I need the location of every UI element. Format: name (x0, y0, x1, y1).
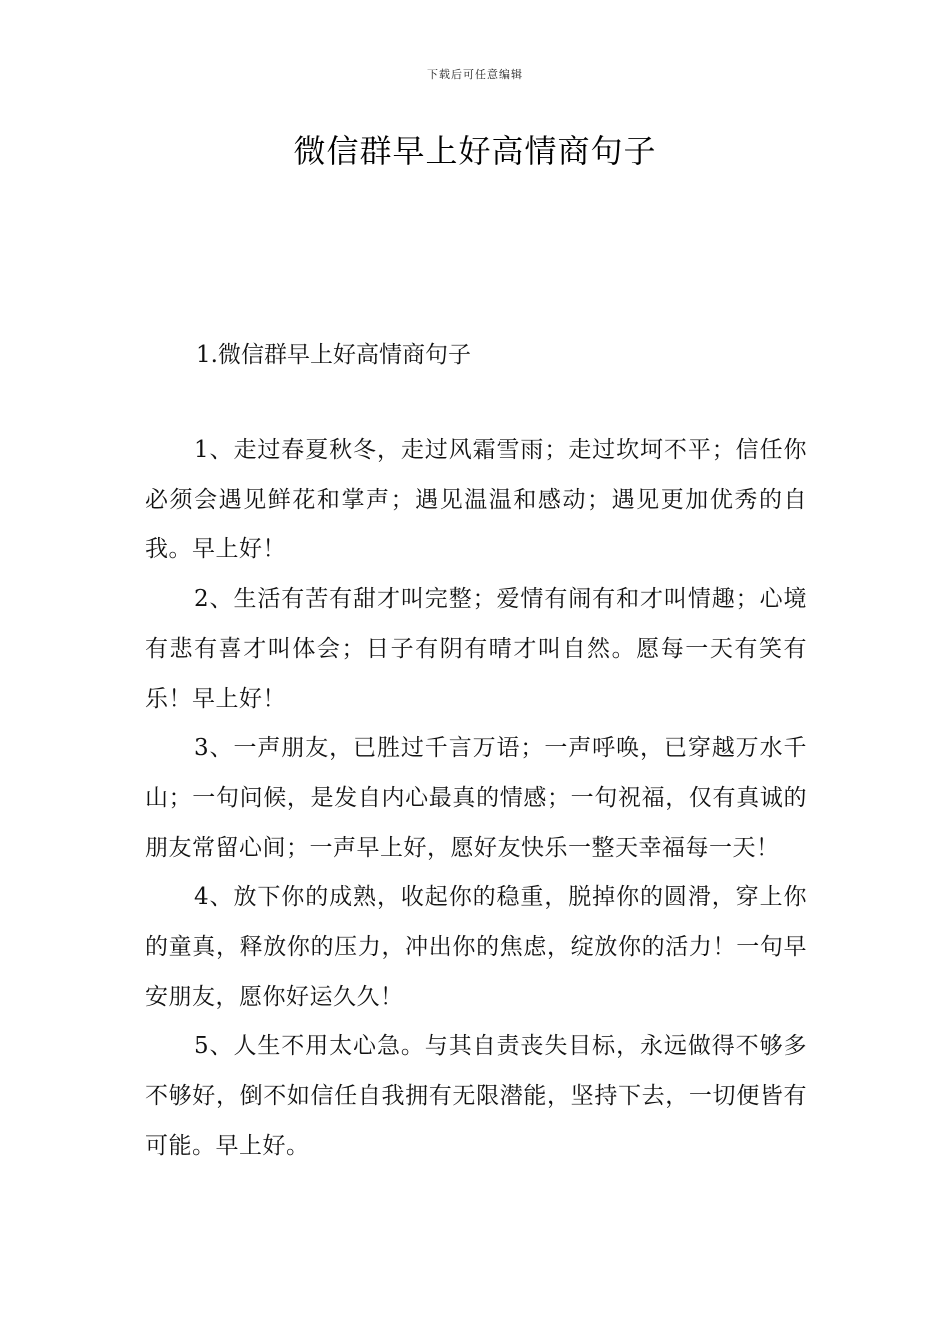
section-heading: 1.微信群早上好高情商句子 (196, 342, 471, 368)
paragraph-1: 1、走过春夏秋冬，走过风霜雪雨；走过坎坷不平；信任你必须会遇见鲜花和掌声；遇见温温和感动；遇见更加优秀的自我。早上好！ (145, 437, 807, 563)
paragraph-5: 5、人生不用太心急。与其自责丧失目标，永远做得不够多不够好，倒不如信任自我拥有无限潜能，坚持下去，一切便皆有可能。早上好。 (145, 1033, 807, 1159)
header-note: 下载后可任意编辑 (427, 68, 523, 81)
document-title: 微信群早上好高情商句子 (293, 132, 657, 170)
paragraph-3: 3、一声朋友，已胜过千言万语；一声呼唤，已穿越万水千山；一句问候，是发自内心最真的情感；一句祝福，仅有真诚的朋友常留心间；一声早上好，愿好友快乐一整天幸福每一天！ (145, 735, 807, 861)
document-body (145, 426, 807, 1172)
paragraph-2: 2、生活有苦有甜才叫完整；爱情有闹有和才叫情趣；心境有悲有喜才叫体会；日子有阴有晴才叫自然。愿每一天有笑有乐！早上好！ (145, 586, 807, 712)
paragraph-4: 4、放下你的成熟，收起你的稳重，脱掉你的圆滑，穿上你的童真，释放你的压力，冲出你的焦虑，绽放你的活力！一句早安朋友，愿你好运久久！ (145, 884, 807, 1010)
